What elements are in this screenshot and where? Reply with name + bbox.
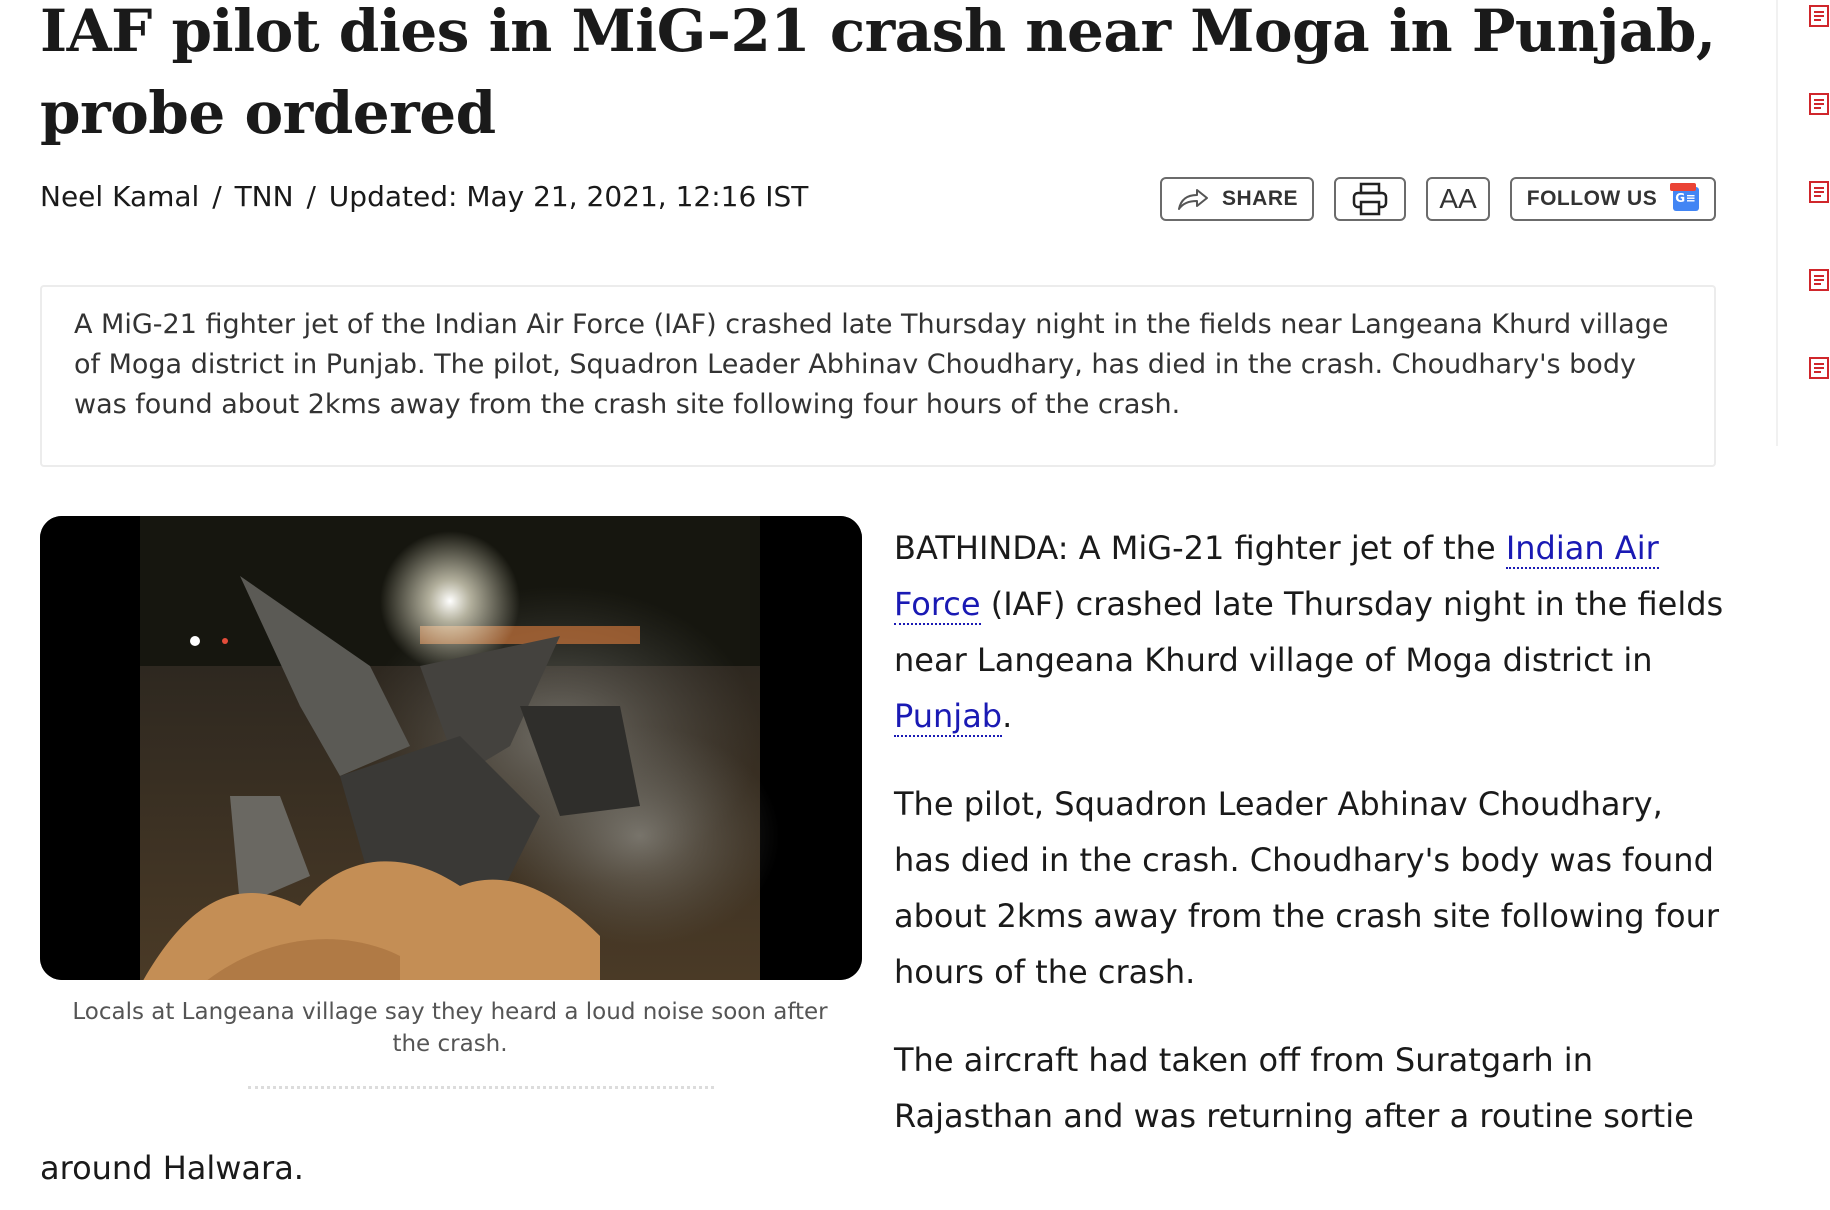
body-paragraph-3: The aircraft had taken off from Suratgarh in Rajasthan and was returning after a routine sortie	[894, 1041, 1694, 1135]
font-size-button[interactable]: AA	[1426, 177, 1490, 221]
news-list-icon[interactable]	[1808, 180, 1830, 204]
article-summary: A MiG-21 fighter jet of the Indian Air Force (IAF) crashed late Thursday night in the fields near Langeana Khurd village of Moga district in Punjab. The pilot, Squadron Leader Abhinav Choudhary, has died in the crash. Choudhary's body was found about 2kms away from the crash site following four hours of the crash.	[40, 285, 1716, 467]
caption-divider	[248, 1086, 714, 1089]
updated-label: Updated:	[328, 180, 458, 213]
punjab-link[interactable]: Punjab	[894, 697, 1003, 735]
article-headline: IAF pilot dies in MiG-21 crash near Moga in Punjab, probe ordered	[40, 0, 1716, 147]
share-icon	[1176, 187, 1210, 211]
paragraph-text: (IAF) crashed late Thursday night in the fields near Langeana Khurd village of Moga district in	[894, 585, 1724, 679]
news-list-icon[interactable]	[1808, 92, 1830, 116]
google-news-icon	[1673, 187, 1699, 211]
news-list-icon[interactable]	[1808, 4, 1830, 28]
printer-icon	[1351, 182, 1389, 216]
article-photo[interactable]	[40, 516, 862, 980]
source-label: TNN	[234, 180, 294, 213]
news-list-icon[interactable]	[1808, 268, 1830, 292]
body-paragraph-2: The pilot, Squadron Leader Abhinav Choudhary, has died in the crash. Choudhary's body was found about 2kms away from the crash site following four hours of the crash.	[894, 785, 1719, 991]
print-button[interactable]	[1334, 177, 1406, 221]
share-label: SHARE	[1221, 187, 1298, 210]
crash-site-photo	[40, 516, 862, 980]
follow-us-button[interactable]	[1510, 177, 1716, 221]
news-list-icon[interactable]	[1808, 356, 1830, 380]
indian-air-force-link[interactable]: Indian Air Force	[894, 529, 1659, 623]
body-paragraph-3-continued: around Halwara.	[40, 1149, 304, 1187]
article-body	[894, 520, 1724, 1176]
paragraph-text: .	[1002, 697, 1013, 735]
body-paragraph-1	[894, 520, 1724, 744]
author-link[interactable]: Neel Kamal	[40, 180, 200, 213]
photo-caption: Locals at Langeana village say they heard a loud noise soon after the crash.	[72, 999, 828, 1057]
updated-time: May 21, 2021, 12:16 IST	[466, 180, 809, 213]
byline: Neel Kamal / TNN / Updated: May 21, 2021, 12:16 IST	[40, 180, 809, 213]
paragraph-text: BATHINDA: A MiG-21 fighter jet of the	[894, 529, 1506, 567]
right-rail	[1776, 0, 1830, 446]
share-button[interactable]	[1160, 177, 1314, 221]
follow-label: FOLLOW US	[1526, 187, 1658, 210]
